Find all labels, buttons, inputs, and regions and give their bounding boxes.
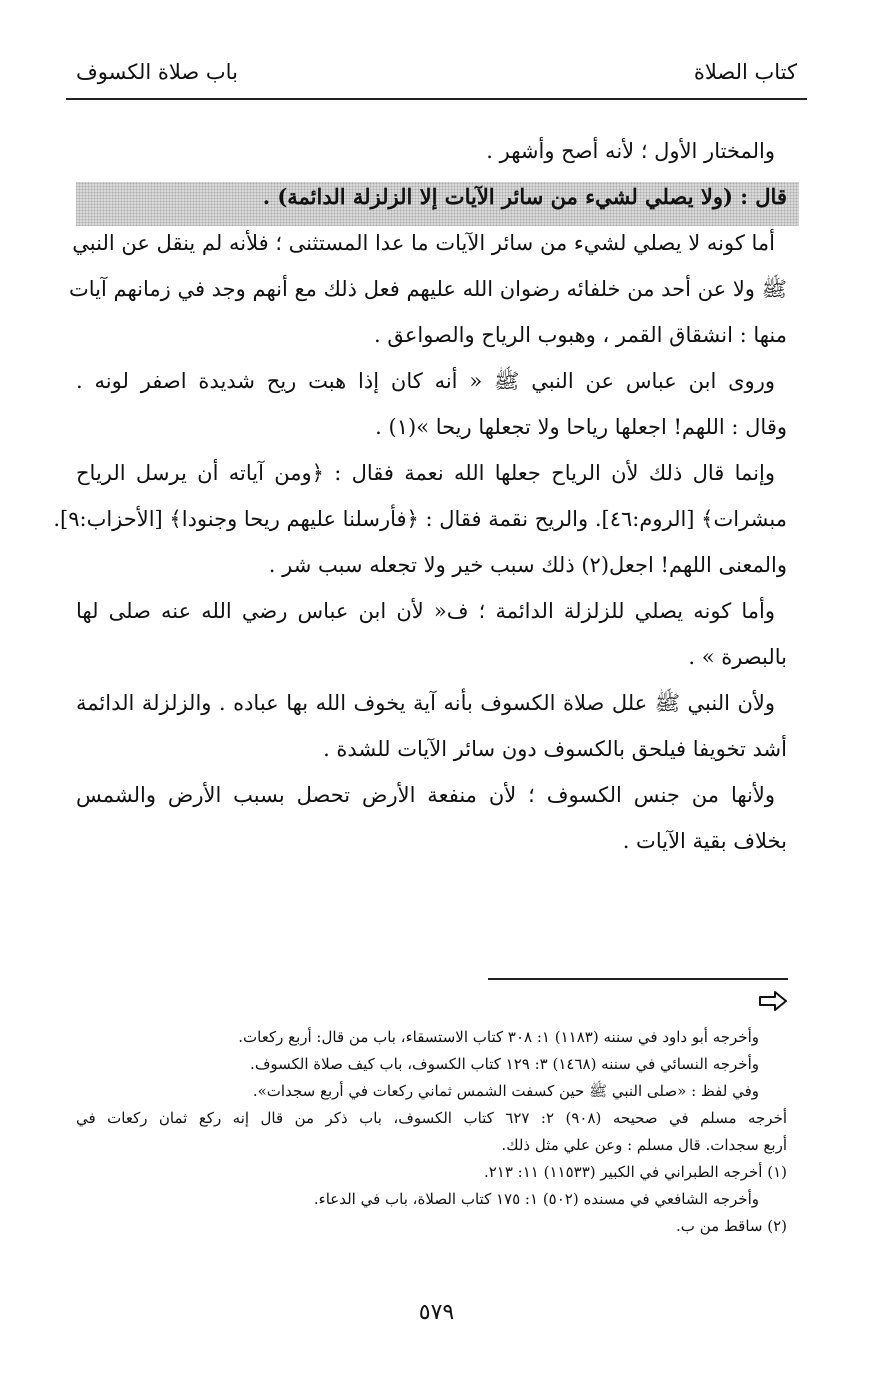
- footnote-line: (٢) ساقط من ب.: [676, 1217, 787, 1235]
- footnote-line: (١) أخرجه الطبراني في الكبير (١١٥٣٣) ١١: ٢١٣.: [483, 1163, 787, 1181]
- footnote-line: وأخرجه أبو داود في سننه (١١٨٣) ١: ٣٠٨ كتاب الاستسقاء، باب من قال: أربع ركعات.: [238, 1028, 759, 1046]
- text-line: وروى ابن عباس عن النبي ﷺ « أنه كان إذا هبت ريح شديدة اصفر لونه .: [76, 369, 775, 393]
- text-line: والمعنى اللهم! اجعل(٢) ذلك سبب خير ولا تجعله سبب شر .: [268, 553, 787, 577]
- text-line: منها : انشقاق القمر ، وهبوب الرياح والصواعق .: [373, 323, 787, 347]
- text-line: وإنما قال ذلك لأن الرياح جعلها الله نعمة فقال : ﴿ومن آياته أن يرسل الرياح: [76, 461, 775, 485]
- right-arrow-icon: [758, 990, 788, 1012]
- running-header: [66, 58, 807, 100]
- footnote-separator: [488, 978, 788, 980]
- chapter-title: باب صلاة الكسوف: [76, 60, 238, 84]
- footnote-line: أربع سجدات. قال مسلم : وعن علي مثل ذلك.: [501, 1136, 787, 1154]
- text-line: ﷺ ولا عن أحد من خلفائه رضوان الله عليهم فعل ذلك مع أنهم وجد في زمانهم آيات: [68, 277, 787, 301]
- text-line: أشد تخويفا فيلحق بالكسوف دون سائر الآيات للشدة .: [323, 737, 787, 761]
- text-line: والمختار الأول ؛ لأنه أصح وأشهر .: [486, 139, 775, 163]
- footnote-line: أخرجه مسلم في صحيحه (٩٠٨) ٢: ٦٢٧ كتاب الكسوف، باب ذكر من قال إنه ركع ثمان ركعات في: [76, 1109, 788, 1127]
- text-line: بالبصرة » .: [688, 645, 787, 669]
- text-line: أما كونه لا يصلي لشيء من سائر الآيات ما عدا المستثنى ؛ فلأنه لم ينقل عن النبي: [72, 231, 775, 255]
- text-line: وقال : اللهم! اجعلها رياحا ولا تجعلها ريحا »(١) .: [375, 415, 787, 439]
- text-line: ولأنها من جنس الكسوف ؛ لأن منفعة الأرض تحصل بسبب الأرض والشمس: [76, 783, 775, 807]
- highlighted-heading: قال : (ولا يصلي لشيء من سائر الآيات إلا الزلزلة الدائمة) .: [262, 184, 787, 209]
- main-text: [53, 128, 787, 864]
- text-line: وأما كونه يصلي للزلزلة الدائمة ؛ ف« لأن ابن عباس رضي الله عنه صلى لها: [76, 599, 775, 623]
- text-line: مبشرات﴾ [الروم:٤٦]. والريح نقمة فقال : ﴿فأرسلنا عليهم ريحا وجنودا﴾ [الأحزاب:٩].: [53, 507, 787, 531]
- footnote-line: وأخرجه النسائي في سننه (١٤٦٨) ٣: ١٢٩ كتاب الكسوف، باب كيف صلاة الكسوف.: [250, 1055, 759, 1073]
- footnote-line: وأخرجه الشافعي في مسنده (٥٠٢) ١: ١٧٥ كتاب الصلاة، باب في الدعاء.: [313, 1190, 759, 1208]
- text-line: بخلاف بقية الآيات .: [622, 829, 787, 853]
- footnotes: [76, 1024, 787, 1240]
- page-number: ٥٧٩: [418, 1300, 455, 1325]
- text-line: ولأن النبي ﷺ علل صلاة الكسوف بأنه آية يخوف الله بها عباده . والزلزلة الدائمة: [76, 691, 775, 715]
- footnote-line: وفي لفظ : «صلى النبي ﷺ حين كسفت الشمس ثماني ركعات في أربع سجدات».: [252, 1082, 759, 1100]
- book-title: كتاب الصلاة: [693, 60, 797, 84]
